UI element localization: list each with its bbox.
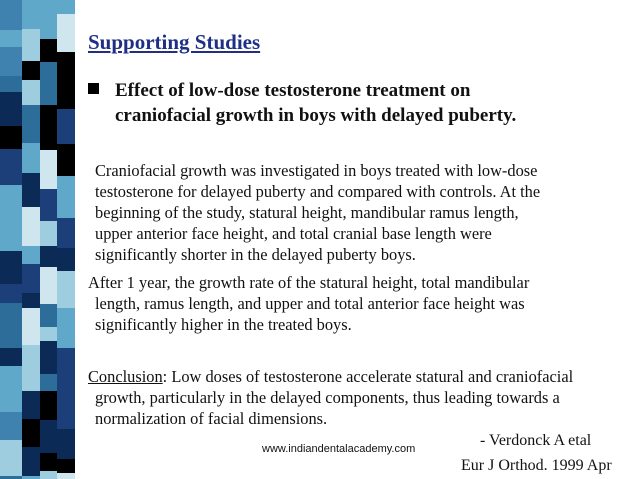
strip-tile	[57, 459, 75, 473]
strip-tile	[57, 473, 75, 479]
strip-tile	[22, 447, 40, 476]
strip-tile	[0, 47, 22, 76]
strip-tile	[0, 366, 22, 412]
strip-tile	[57, 402, 75, 429]
strip-tile	[22, 143, 40, 173]
paragraph2-line: After 1 year, the growth rate of the statural height, total mandibular	[88, 273, 530, 292]
strip-tile	[0, 0, 22, 30]
citation-journal: Eur J Orthod. 1999 Apr	[461, 457, 612, 474]
strip-tile	[57, 52, 75, 88]
strip-tile	[22, 419, 40, 447]
strip-tile	[40, 341, 57, 374]
strip-tile	[40, 471, 57, 479]
strip-tile	[40, 304, 57, 327]
paragraph2-line: significantly higher in the treated boys.	[95, 315, 352, 334]
strip-tile	[0, 126, 22, 149]
paragraph1-line: significantly shorter in the delayed puberty boys.	[95, 245, 416, 264]
bullet-line-2: craniofacial growth in boys with delayed puberty.	[115, 105, 517, 126]
strip-tile	[40, 0, 57, 39]
strip-tile	[22, 264, 40, 293]
strip-tile	[57, 14, 75, 52]
strip-tile	[22, 293, 40, 308]
strip-tile	[57, 429, 75, 459]
strip-tile	[40, 246, 57, 267]
strip-tile	[0, 251, 22, 284]
strip-tile	[40, 327, 57, 341]
slide-title: Supporting Studies	[88, 30, 261, 54]
footer-url: www.indiandentalacademy.com	[262, 443, 416, 455]
strip-tile	[22, 308, 40, 345]
strip-tile	[0, 215, 22, 251]
strip-tile	[57, 287, 75, 308]
strip-tile	[57, 248, 75, 271]
strip-tile	[0, 284, 22, 303]
strip-tile	[22, 80, 40, 105]
decorative-side-strip	[0, 0, 75, 479]
strip-tile	[22, 121, 40, 143]
strip-tile	[0, 92, 22, 126]
strip-tile	[40, 420, 57, 453]
square-bullet-icon	[88, 83, 99, 94]
strip-tile	[0, 440, 22, 476]
strip-tile	[40, 267, 57, 304]
paragraph-conclusion	[88, 366, 573, 429]
strip-tile	[0, 30, 22, 47]
strip-tile	[57, 348, 75, 367]
conclusion-line	[88, 366, 573, 387]
strip-tile	[57, 176, 75, 218]
strip-tile	[40, 39, 57, 62]
paragraph1-line: Craniofacial growth was investigated in boys treated with low-dose	[95, 161, 538, 180]
citation-author: - Verdonck A etal	[480, 432, 592, 449]
conclusion-label: Conclusion	[88, 367, 163, 386]
strip-tile	[40, 189, 57, 221]
bullet-line-1: Effect of low-dose testosterone treatment on	[115, 80, 471, 101]
strip-tile	[40, 62, 57, 105]
strip-tile	[0, 303, 22, 348]
strip-tile	[57, 128, 75, 144]
paragraph2-line: length, ramus length, and upper and total anterior face height was	[95, 294, 525, 313]
strip-tile	[57, 308, 75, 348]
strip-tile	[22, 29, 40, 61]
paragraph1-line: upper anterior face height, and total cranial base length were	[95, 224, 492, 243]
strip-tile	[40, 391, 57, 420]
strip-tile	[57, 88, 75, 109]
strip-tile	[22, 246, 40, 264]
strip-tile	[57, 144, 75, 176]
paragraph1-line: beginning of the study, statural height, mandibular ramus length,	[95, 203, 519, 222]
strip-tile	[22, 105, 40, 121]
strip-tile	[0, 412, 22, 440]
strip-tile	[40, 150, 57, 189]
strip-tile	[57, 367, 75, 402]
strip-tile	[0, 348, 22, 366]
paragraph1-line: testosterone for delayed puberty and compared with controls. At the	[95, 182, 541, 201]
strip-tile	[22, 391, 40, 419]
strip-tile	[22, 61, 40, 80]
conclusion-line: normalization of facial dimensions.	[95, 409, 328, 428]
conclusion-text: : Low doses of testosterone accelerate statural and craniofacial	[162, 367, 574, 386]
strip-tile	[40, 105, 57, 150]
strip-tile	[57, 271, 75, 287]
paragraph-study-description	[95, 160, 540, 265]
strip-tile	[22, 345, 40, 391]
strip-tile	[40, 374, 57, 391]
strip-tile	[22, 207, 40, 246]
strip-tile	[0, 149, 22, 185]
strip-tile	[22, 173, 40, 207]
strip-tile	[22, 0, 40, 29]
bullet-text	[115, 78, 516, 128]
strip-tile	[0, 185, 22, 215]
strip-tile	[57, 109, 75, 128]
conclusion-line: growth, particularly in the delayed components, thus leading towards a	[95, 388, 560, 407]
strip-tile	[0, 76, 22, 92]
paragraph-results	[88, 272, 529, 335]
strip-tile	[57, 0, 75, 14]
strip-tile	[40, 221, 57, 246]
strip-tile	[40, 453, 57, 471]
strip-tile	[57, 218, 75, 248]
